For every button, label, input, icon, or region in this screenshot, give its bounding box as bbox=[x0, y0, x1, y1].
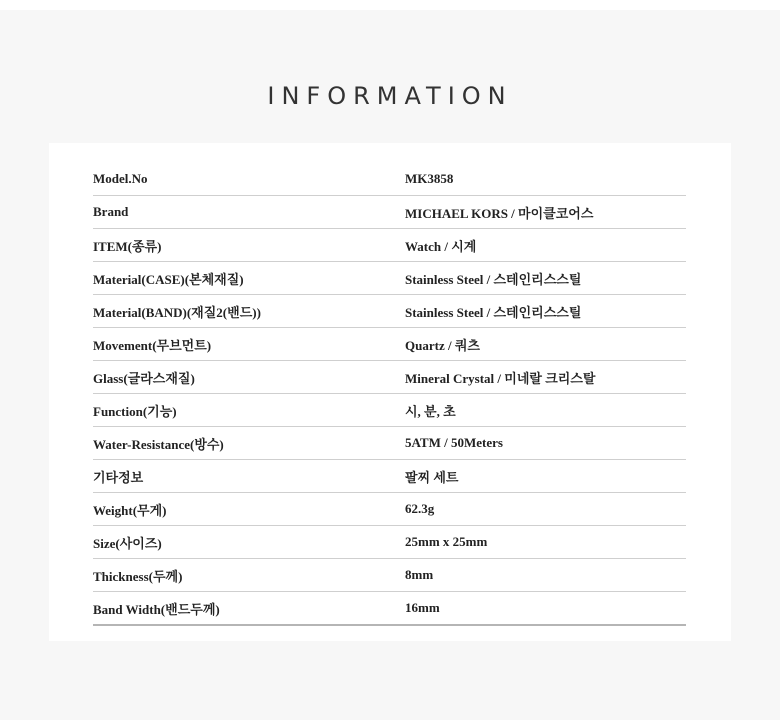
spec-label: Water-Resistance(방수) bbox=[93, 436, 224, 452]
spec-value: Watch / 시계 bbox=[405, 238, 477, 254]
spec-label: Weight(무게) bbox=[93, 502, 167, 518]
spec-value: MK3858 bbox=[405, 171, 454, 186]
spec-label: Material(CASE)(본체재질) bbox=[93, 271, 244, 287]
spec-value: 팔찌 세트 bbox=[405, 469, 459, 485]
section-title: INFORMATION bbox=[267, 82, 513, 110]
spec-row-material-case bbox=[93, 262, 686, 295]
spec-row-item bbox=[93, 229, 686, 262]
spec-label: Movement(무브먼트) bbox=[93, 337, 212, 353]
spec-label: Band Width(밴드두께) bbox=[93, 601, 220, 617]
spec-row-brand bbox=[93, 196, 686, 229]
spec-row-weight bbox=[93, 493, 686, 526]
spec-label: Model.No bbox=[93, 171, 148, 186]
page-background bbox=[0, 10, 780, 720]
spec-row-material-band bbox=[93, 295, 686, 328]
spec-label: 기타정보 bbox=[93, 469, 144, 485]
spec-label: Size(사이즈) bbox=[93, 535, 162, 551]
spec-value: 25mm x 25mm bbox=[405, 534, 488, 549]
spec-value: 5ATM / 50Meters bbox=[405, 435, 503, 450]
spec-row-glass bbox=[93, 361, 686, 394]
spec-card bbox=[49, 143, 731, 641]
spec-value: Quartz / 쿼츠 bbox=[405, 337, 480, 353]
spec-table bbox=[93, 163, 686, 626]
spec-row-thickness bbox=[93, 559, 686, 592]
spec-value: Stainless Steel / 스테인리스스틸 bbox=[405, 304, 582, 320]
spec-label: Function(기능) bbox=[93, 403, 177, 419]
spec-label: Brand bbox=[93, 204, 129, 219]
spec-value: 8mm bbox=[405, 567, 434, 582]
spec-row-band-width bbox=[93, 592, 686, 626]
spec-row-function bbox=[93, 394, 686, 427]
spec-row-movement bbox=[93, 328, 686, 361]
spec-value: MICHAEL KORS / 마이클코어스 bbox=[405, 205, 594, 221]
spec-label: Glass(글라스재질) bbox=[93, 370, 195, 386]
spec-row-water-resistance bbox=[93, 427, 686, 460]
spec-value: 16mm bbox=[405, 600, 440, 615]
spec-row-other-info bbox=[93, 460, 686, 493]
spec-value: 62.3g bbox=[405, 501, 435, 516]
spec-value: Stainless Steel / 스테인리스스틸 bbox=[405, 271, 582, 287]
spec-value: Mineral Crystal / 미네랄 크리스탈 bbox=[405, 370, 596, 386]
spec-label: ITEM(종류) bbox=[93, 238, 162, 254]
spec-row-model-no bbox=[93, 163, 686, 196]
spec-value: 시, 분, 초 bbox=[405, 403, 456, 419]
spec-label: Thickness(두께) bbox=[93, 568, 183, 584]
spec-label: Material(BAND)(재질2(밴드)) bbox=[93, 304, 261, 320]
spec-row-size bbox=[93, 526, 686, 559]
